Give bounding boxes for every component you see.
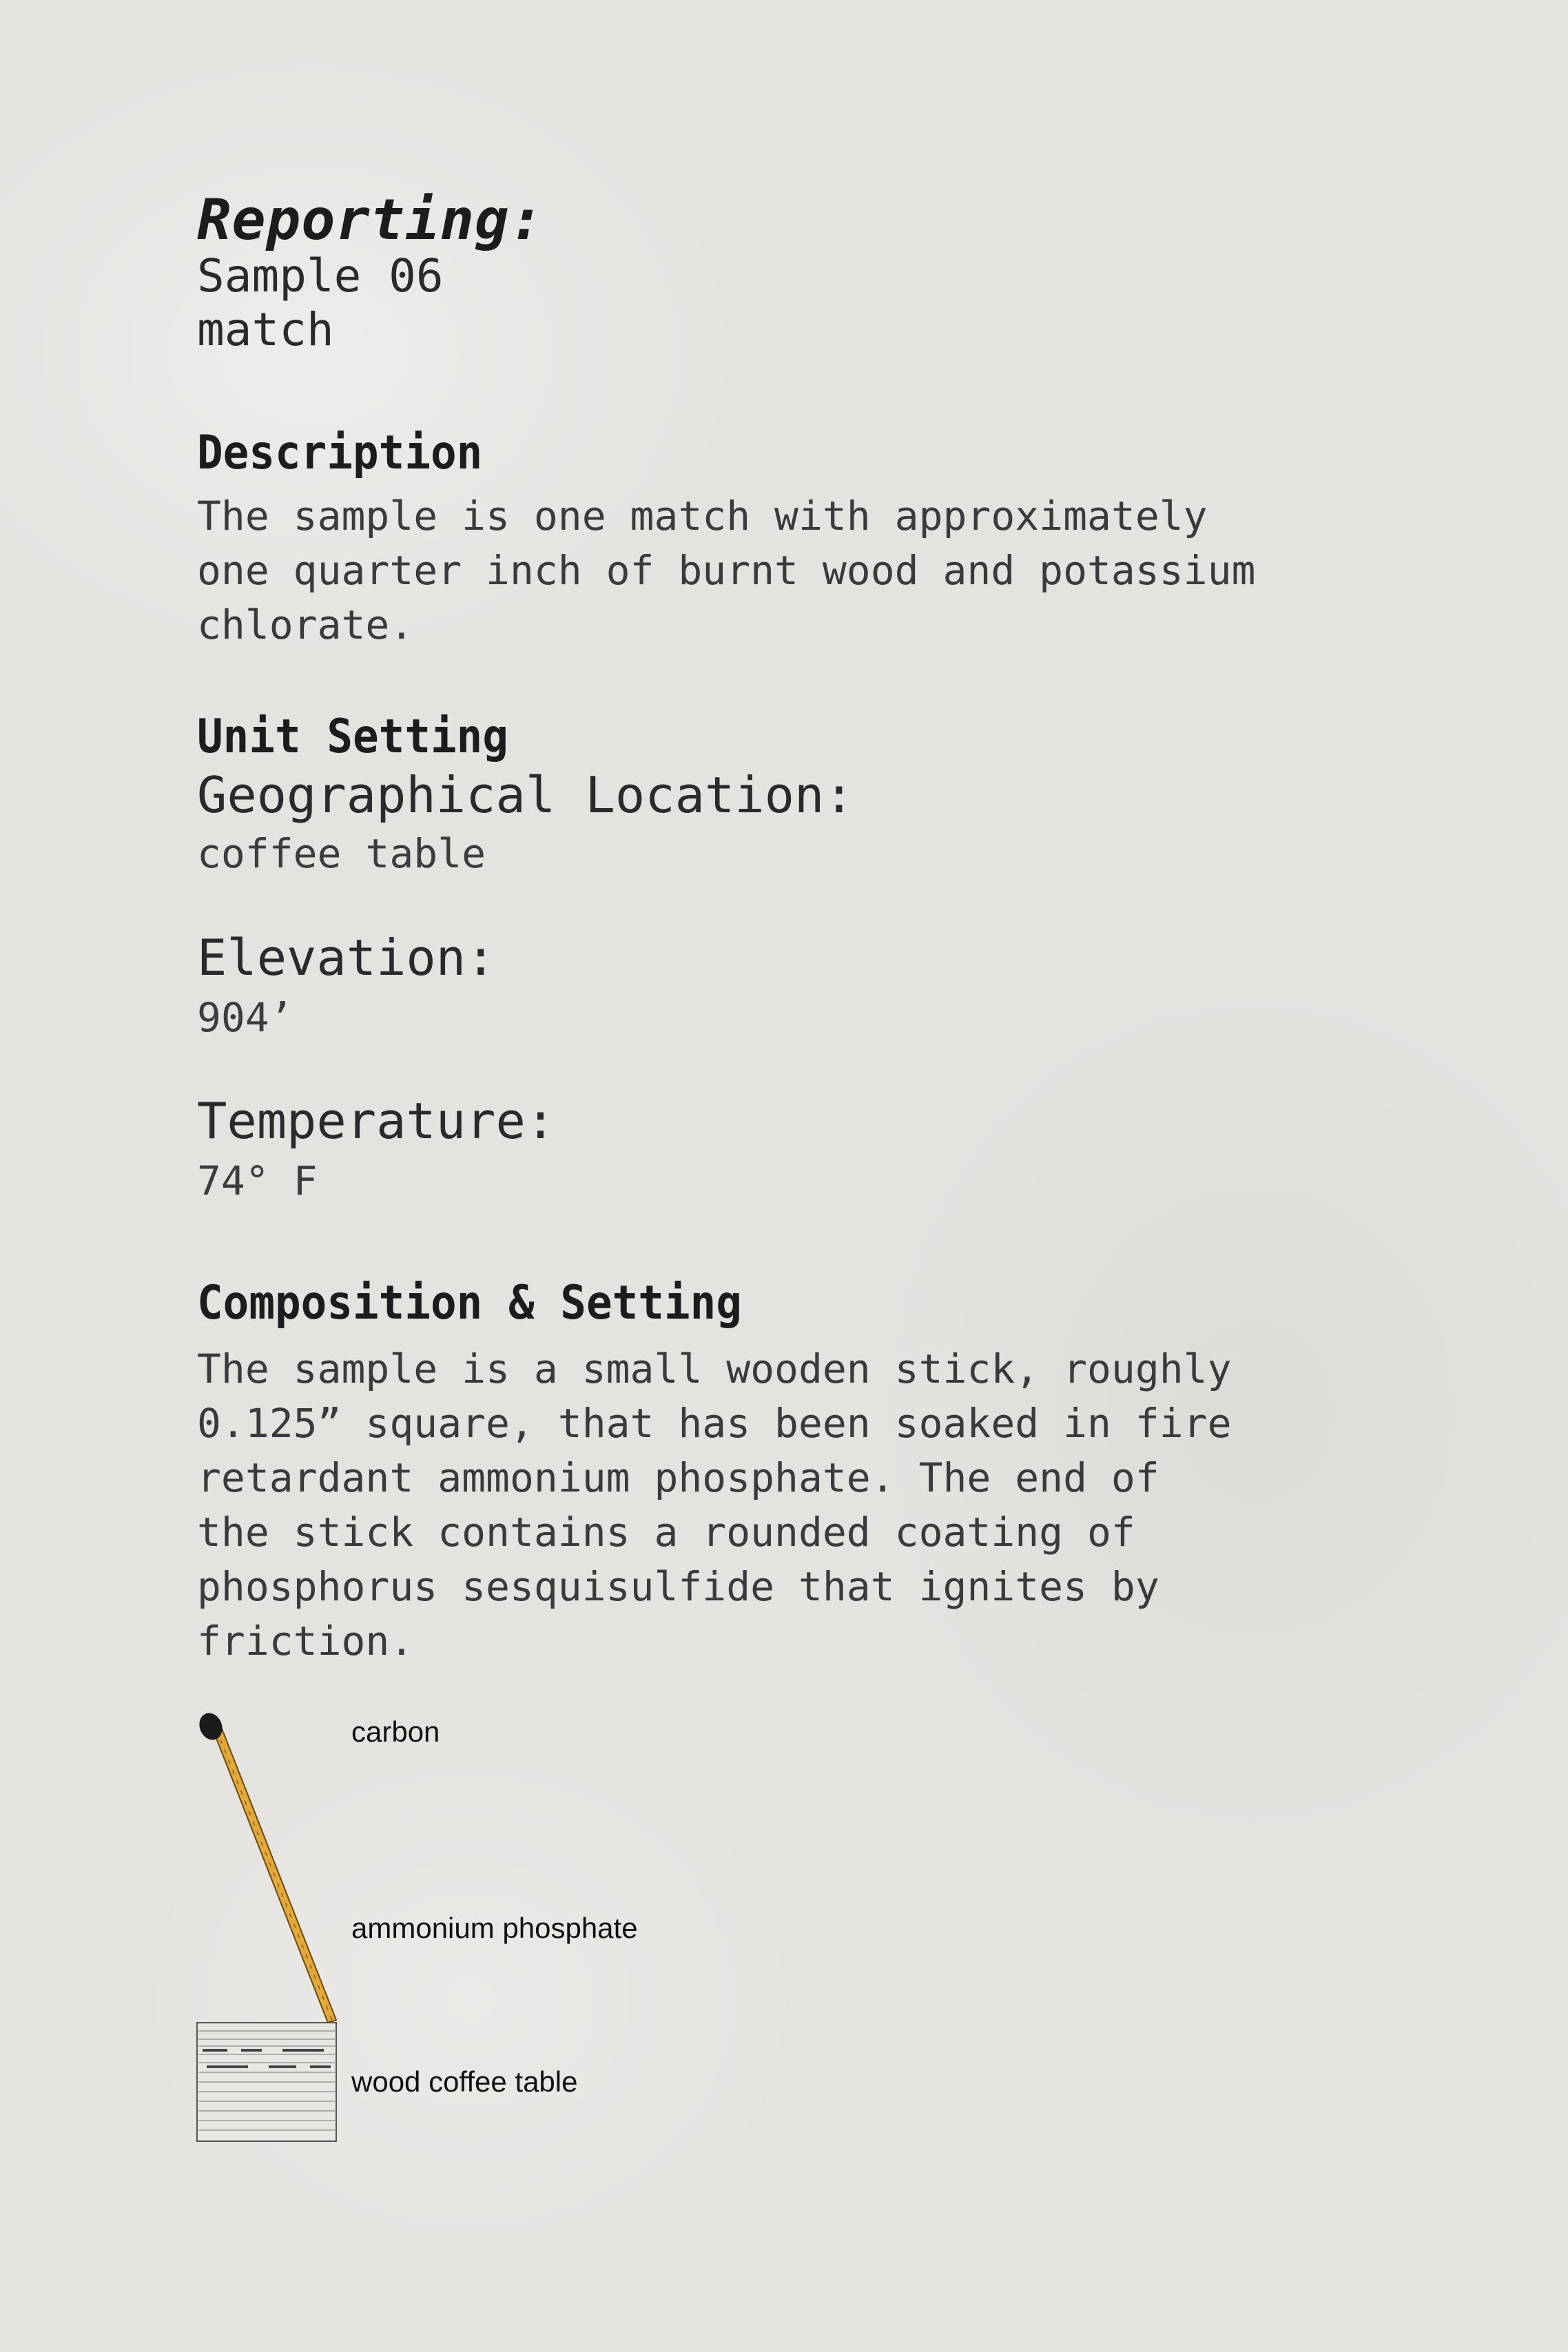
ammonium-phosphate-label: ammonium phosphate [351, 1912, 638, 1944]
sample-number: Sample 06 [197, 249, 444, 302]
sample-name: match [197, 303, 334, 356]
temperature-value: 74° F [197, 1157, 318, 1204]
composition-text: The sample is a small wooden stick, roughly 0.125” square, that has been soaked in fire retardant ammonium phosphate. The end of the stick contains a rounded coating of phosphorus sesquisulfide that ignites by friction. [197, 1345, 1232, 1664]
elevation-value: 904’ [197, 994, 293, 1041]
wood-coffee-table-label: wood coffee table [351, 2065, 578, 2098]
elevation-label: Elevation: [197, 929, 496, 987]
description-heading: Description [197, 426, 483, 480]
description-text: The sample is one match with approximately one quarter inch of burnt wood and potassium chlorate. [197, 493, 1256, 648]
composition-heading: Composition & Setting [197, 1276, 742, 1330]
unit-setting-heading: Unit Setting [197, 710, 508, 764]
location-value: coffee table [197, 830, 486, 877]
temperature-label: Temperature: [197, 1092, 556, 1150]
match-stick [212, 1725, 336, 2023]
location-label: Geographical Location: [197, 766, 854, 824]
report-title: Reporting: [197, 187, 544, 253]
coffee-table-block [197, 2023, 336, 2141]
carbon-label: carbon [351, 1715, 440, 1748]
match-diagram [186, 1702, 365, 2156]
